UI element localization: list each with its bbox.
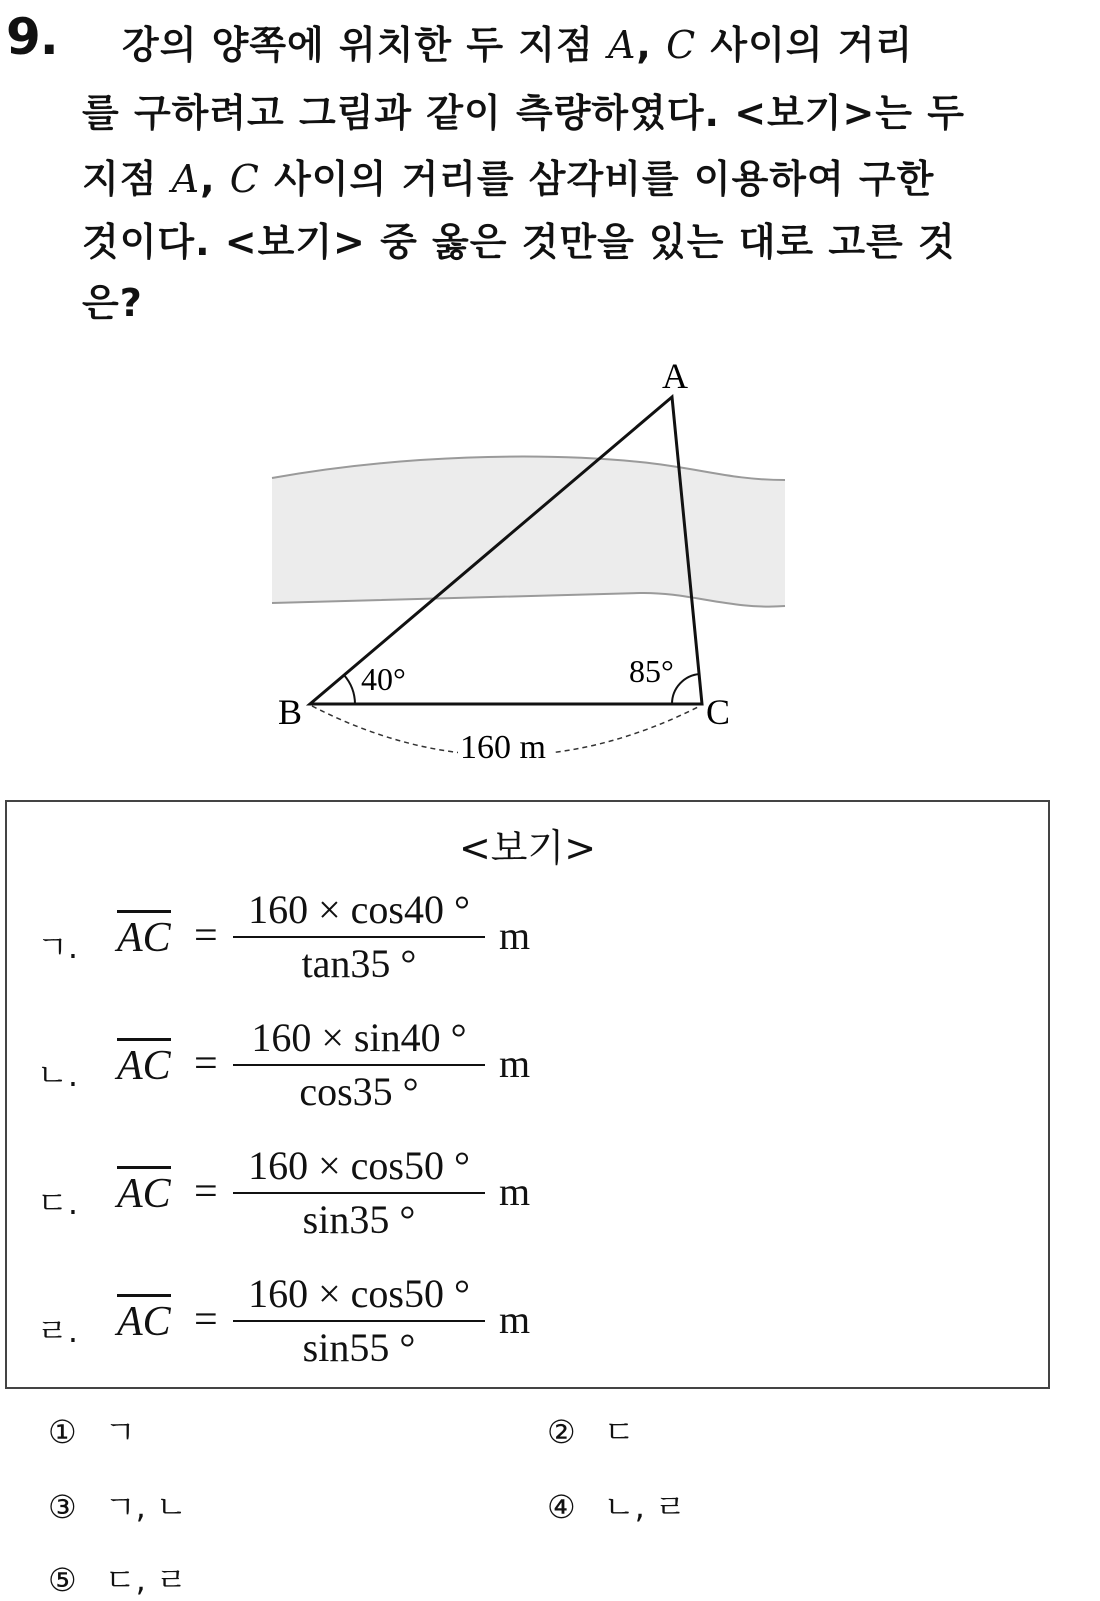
bogi-item-3 bbox=[29, 1140, 629, 1250]
question-text: 지점 bbox=[82, 157, 172, 201]
choice-5[interactable] bbox=[48, 1555, 187, 1601]
point-b-label: B bbox=[278, 692, 303, 732]
choice-2[interactable] bbox=[547, 1407, 635, 1453]
numerator: 160 × cos50 ° bbox=[248, 1271, 470, 1316]
point-label-a: A bbox=[607, 23, 637, 67]
angle-c-label: 85° bbox=[629, 653, 674, 689]
denominator: sin55 ° bbox=[302, 1325, 416, 1370]
question-text: 은? bbox=[82, 281, 143, 325]
item-marker: ㄱ. bbox=[37, 928, 79, 966]
numerator: 160 × cos50 ° bbox=[248, 1143, 470, 1188]
bogi-box bbox=[5, 800, 1050, 1389]
question-text: 강의 양쪽에 위치한 두 지점 bbox=[122, 23, 608, 67]
choice-text: ㄴ, ㄹ bbox=[603, 1488, 686, 1526]
segment-ac bbox=[117, 1298, 171, 1346]
angle-arc-c bbox=[672, 674, 700, 704]
segment-ac bbox=[117, 1042, 171, 1090]
denominator: cos35 ° bbox=[299, 1069, 419, 1114]
survey-figure bbox=[0, 0, 1100, 790]
item-marker: ㄷ. bbox=[37, 1184, 79, 1222]
item-marker: ㄹ. bbox=[37, 1312, 79, 1350]
choice-text: ㄱ, ㄴ bbox=[104, 1488, 187, 1526]
segment-ac bbox=[117, 914, 171, 962]
question-text: 사이의 거리를 삼각비를 이용하여 구한 bbox=[259, 157, 935, 201]
choice-4[interactable] bbox=[547, 1482, 686, 1528]
equals-sign: = bbox=[194, 913, 218, 959]
numerator: 160 × sin40 ° bbox=[251, 1015, 467, 1060]
equals-sign: = bbox=[194, 1041, 218, 1087]
denominator: sin35 ° bbox=[302, 1197, 416, 1242]
choice-marker: ① bbox=[48, 1413, 77, 1451]
segment-ac bbox=[117, 1170, 171, 1218]
angle-b-label: 40° bbox=[361, 661, 406, 697]
angle-arc-b bbox=[344, 675, 355, 704]
choice-1[interactable] bbox=[48, 1407, 136, 1453]
question-number: 9. bbox=[6, 8, 58, 66]
choice-marker: ② bbox=[547, 1413, 576, 1451]
point-label-c: C bbox=[229, 157, 260, 201]
point-label-c: C bbox=[666, 23, 697, 67]
distance-label: 160 m bbox=[460, 729, 546, 766]
unit-label: m bbox=[499, 1041, 531, 1086]
question-text: , bbox=[200, 157, 230, 201]
segment-ac-label: AC bbox=[117, 1038, 171, 1089]
unit-label: m bbox=[499, 913, 531, 958]
equals-sign: = bbox=[194, 1169, 218, 1215]
point-label-a: A bbox=[171, 157, 201, 201]
segment-ac-label: AC bbox=[117, 910, 171, 961]
bogi-item-4 bbox=[29, 1268, 629, 1378]
choice-marker: ⑤ bbox=[48, 1561, 77, 1599]
choice-text: ㄱ bbox=[104, 1413, 136, 1451]
bogi-item-1 bbox=[29, 884, 629, 994]
bogi-title: <보기> bbox=[458, 826, 597, 870]
river-band bbox=[272, 457, 785, 607]
fraction bbox=[229, 1140, 489, 1246]
question-text: 것이다. <보기> 중 옳은 것만을 있는 대로 고른 것 bbox=[82, 220, 956, 264]
equals-sign: = bbox=[194, 1297, 218, 1343]
unit-label: m bbox=[499, 1169, 531, 1214]
fraction bbox=[229, 1268, 489, 1374]
segment-ac-label: AC bbox=[117, 1294, 171, 1345]
fraction bbox=[229, 884, 489, 990]
question-text: 를 구하려고 그림과 같이 측량하였다. <보기>는 두 bbox=[82, 91, 965, 135]
bogi-item-2 bbox=[29, 1012, 629, 1122]
point-a-label: A bbox=[662, 356, 688, 396]
denominator: tan35 ° bbox=[301, 941, 417, 986]
unit-label: m bbox=[499, 1297, 531, 1342]
choice-marker: ④ bbox=[547, 1488, 576, 1526]
choice-text: ㄷ, ㄹ bbox=[104, 1561, 187, 1599]
choice-3[interactable] bbox=[48, 1482, 187, 1528]
numerator: 160 × cos40 ° bbox=[248, 887, 470, 932]
segment-ac-label: AC bbox=[117, 1166, 171, 1217]
question-text: 사이의 거리 bbox=[696, 23, 914, 67]
point-c-label: C bbox=[706, 692, 731, 732]
choice-text: ㄷ bbox=[603, 1413, 635, 1451]
question-text: , bbox=[636, 23, 667, 67]
fraction bbox=[229, 1012, 489, 1118]
choice-marker: ③ bbox=[48, 1488, 77, 1526]
item-marker: ㄴ. bbox=[37, 1056, 79, 1094]
